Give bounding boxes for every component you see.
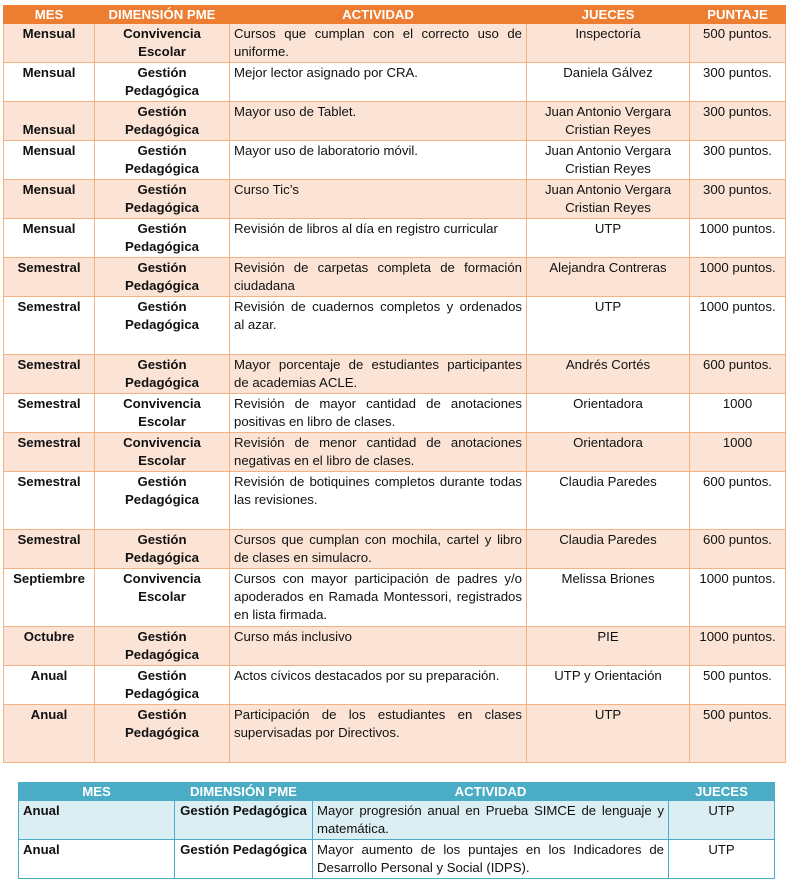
activity-cell [230,569,527,627]
mes-cell-text: Mensual [22,65,76,80]
mes-cell-text: Mensual [22,221,76,236]
judges-cell [527,627,690,666]
activity-cell [230,530,527,569]
dimension-cell-text: Gestión Pedagógica [124,299,200,332]
activity-cell [230,102,527,141]
judges-cell-text: UTP [708,842,735,857]
score-cell [690,705,786,763]
judges-cell [527,530,690,569]
dimension-cell-text: Convivencia Escolar [123,435,201,468]
judges-cell-text: Inspectoría [575,26,641,41]
mes-cell-text: Semestral [17,396,81,411]
table-row [4,141,786,180]
dimension-cell-text: Gestión Pedagógica [124,357,200,390]
dimension-cell [95,394,230,433]
judges-cell [527,433,690,472]
activity-cell [230,24,527,63]
activity-cell-text: Revisión de cuadernos completos y ordenados al azar. [234,299,522,332]
activity-cell-text: Mayor aumento de los puntajes en los Indicadores de Desarrollo Personal y Social (IDPS). [317,842,664,875]
dimension-cell-text: Gestión Pedagógica [124,668,200,701]
score-cell [690,569,786,627]
dimension-cell-text: Gestión Pedagógica [180,803,307,818]
score-cell [690,102,786,141]
activity-cell-text: Cursos que cumplan con el correcto uso de uniforme. [234,26,522,59]
score-cell [690,180,786,219]
dimension-cell-text: Gestión Pedagógica [124,182,200,215]
dimension-cell-text: Gestión Pedagógica [124,532,200,565]
table-row [4,180,786,219]
dimension-cell [95,666,230,705]
score-cell-text: 300 puntos. [703,182,772,197]
dimension-cell-text: Gestión Pedagógica [124,474,200,507]
score-cell-text: 1000 puntos. [699,299,776,314]
judges-cell-text: UTP [594,707,622,722]
mes-cell-text: Anual [23,803,60,818]
activity-cell-text: Revisión de libros al día en registro curricular [234,221,498,236]
table-row [4,63,786,102]
mes-cell [4,141,95,180]
mes-cell-text: Semestral [17,260,81,275]
judges-cell [527,258,690,297]
score-cell-text: 600 puntos. [703,357,772,372]
activity-cell [230,141,527,180]
score-cell [690,627,786,666]
judges-cell-text: UTP y Orientación [554,668,662,683]
activity-cell-text: Revisión de botiquines completos durante todas las revisiones. [234,474,522,507]
judges-cell [527,141,690,180]
activity-cell [230,394,527,433]
dimension-cell [95,63,230,102]
score-cell-text: 300 puntos. [703,143,772,158]
judges-cell-text: Orientadora [573,396,643,411]
dimension-cell-text: Gestión Pedagógica [124,221,200,254]
dimension-cell [95,355,230,394]
mes-cell-text: Mensual [22,143,76,158]
table-row [19,801,775,840]
dimension-cell [175,840,313,879]
dimension-cell [95,219,230,258]
dimension-cell-text: Gestión Pedagógica [124,104,200,137]
mes-cell-text: Semestral [17,474,81,489]
dimension-cell [95,472,230,530]
score-cell [690,297,786,355]
judges-cell-text: Daniela Gálvez [563,65,653,80]
mes-cell [4,24,95,63]
judges-cell-text: PIE [597,629,619,644]
score-cell-text: 300 puntos. [703,104,772,119]
activity-cell [230,63,527,102]
score-cell-text: 600 puntos. [703,474,772,489]
judges-cell [527,569,690,627]
dimension-cell-text: Convivencia Escolar [123,396,201,429]
mes-cell [4,666,95,705]
activity-cell-text: Curso más inclusivo [234,629,352,644]
mes-cell [4,569,95,627]
mes-cell-text: Octubre [23,629,75,644]
activity-cell [230,472,527,530]
header-mes: MES [19,783,175,801]
header-actividad: ACTIVIDAD [230,6,527,24]
judges-cell [527,180,690,219]
activity-cell [230,355,527,394]
mes-cell [4,297,95,355]
score-cell-text: 600 puntos. [703,532,772,547]
score-cell-text: 300 puntos. [703,65,772,80]
dimension-cell-text: Gestión Pedagógica [124,629,200,662]
mes-cell [19,801,175,840]
mes-cell [4,180,95,219]
mes-cell-text: Mensual [22,182,76,197]
table-row [4,666,786,705]
activity-cell-text: Actos cívicos destacados por su preparación. [234,668,500,683]
mes-cell [4,530,95,569]
activity-cell [313,801,669,840]
dimension-cell-text: Gestión Pedagógica [180,842,307,857]
activity-cell-text: Cursos con mayor participación de padres y/o apoderados en Ramada Montessori, registrados en lista firmada. [234,571,522,622]
activity-cell-text: Revisión de carpetas completa de formación ciudadana [234,260,522,293]
judges-cell [527,219,690,258]
dimension-cell [95,297,230,355]
score-cell [690,219,786,258]
table-row [4,705,786,763]
header-jueces: JUECES [669,783,775,801]
score-cell-text: 1000 puntos. [699,571,776,586]
mes-cell-text: Anual [30,707,68,722]
activity-cell-text: Mejor lector asignado por CRA. [234,65,418,80]
activity-cell [230,666,527,705]
dimension-cell-text: Convivencia Escolar [123,26,201,59]
mes-cell [4,433,95,472]
score-cell [690,666,786,705]
table-header-row [19,783,775,801]
activity-cell-text: Mayor uso de laboratorio móvil. [234,143,418,158]
score-cell [690,433,786,472]
judges-cell-text: Orientadora [573,435,643,450]
activity-cell [313,840,669,879]
score-cell [690,141,786,180]
score-cell-text: 500 puntos. [703,668,772,683]
activity-cell [230,219,527,258]
mes-cell-text: Anual [23,842,60,857]
judges-cell [527,472,690,530]
dimension-cell [95,24,230,63]
dimension-cell-text: Gestión Pedagógica [124,707,200,740]
mes-cell [4,102,95,141]
dimension-cell [95,569,230,627]
judges-cell [527,355,690,394]
mes-cell-text: Semestral [17,435,81,450]
judges-cell [527,297,690,355]
score-cell-text: 1000 [722,435,753,450]
score-cell [690,530,786,569]
score-cell-text: 500 puntos. [703,26,772,41]
dimension-cell [95,180,230,219]
judges-cell-text: UTP [708,803,735,818]
activity-cell-text: Cursos que cumplan con mochila, cartel y libro de clases en simulacro. [234,532,522,565]
dimension-cell [95,530,230,569]
mes-cell [4,705,95,763]
table-row [4,569,786,627]
table-row [4,530,786,569]
score-cell-text: 1000 puntos. [699,260,776,275]
score-cell-text: 1000 [722,396,753,411]
activity-cell [230,297,527,355]
table-row [4,297,786,355]
score-cell-text: 500 puntos. [703,707,772,722]
dimension-cell [95,141,230,180]
score-cell [690,63,786,102]
dimension-cell-text: Convivencia Escolar [123,571,201,604]
judges-cell-text: Claudia Paredes [559,532,657,547]
score-cell-text: 1000 puntos. [699,629,776,644]
dimension-cell [95,433,230,472]
mes-cell [4,219,95,258]
mes-cell [4,394,95,433]
activity-cell [230,705,527,763]
activity-cell [230,258,527,297]
score-cell-text: 1000 puntos. [699,221,776,236]
dimension-cell-text: Gestión Pedagógica [124,143,200,176]
table-row [4,24,786,63]
activity-cell-text: Mayor porcentaje de estudiantes participantes de academias ACLE. [234,357,522,390]
mes-cell-text: Semestral [17,299,81,314]
mes-cell-text: Semestral [17,532,81,547]
table-row [4,258,786,297]
annual-activities-table [18,782,775,879]
judges-cell [527,394,690,433]
judges-cell-text: Juan Antonio Vergara Cristian Reyes [544,104,672,137]
activity-cell-text: Participación de los estudiantes en clases supervisadas por Directivos. [234,707,522,740]
score-cell [690,24,786,63]
mes-cell [4,258,95,297]
mes-cell-text: Semestral [17,357,81,372]
mes-cell [4,627,95,666]
header-dimension: DIMENSIÓN PME [95,6,230,24]
activity-cell [230,433,527,472]
judges-cell-text: Juan Antonio Vergara Cristian Reyes [544,143,672,176]
judges-cell [669,801,775,840]
judges-cell [527,63,690,102]
judges-cell-text: Juan Antonio Vergara Cristian Reyes [544,182,672,215]
activity-cell-text: Revisión de menor cantidad de anotaciones negativas en el libro de clases. [234,435,522,468]
table-row [4,102,786,141]
mes-cell-text: Mensual [22,26,76,41]
dimension-cell-text: Gestión Pedagógica [124,65,200,98]
dimension-cell [95,102,230,141]
header-actividad: ACTIVIDAD [313,783,669,801]
dimension-cell [95,258,230,297]
table-row [4,394,786,433]
judges-cell-text: Claudia Paredes [559,474,657,489]
table-row [4,355,786,394]
table-row [4,433,786,472]
dimension-cell [95,627,230,666]
dimension-cell [175,801,313,840]
mes-cell [19,840,175,879]
score-cell [690,472,786,530]
table-row [4,219,786,258]
mes-cell-text: Anual [30,668,68,683]
judges-cell [527,102,690,141]
header-dimension: DIMENSIÓN PME [175,783,313,801]
activity-cell [230,180,527,219]
judges-cell [527,24,690,63]
judges-cell-text: Melissa Briones [561,571,655,586]
activity-cell-text: Revisión de mayor cantidad de anotaciones positivas en libro de clases. [234,396,522,429]
mes-cell [4,63,95,102]
dimension-cell-text: Gestión Pedagógica [124,260,200,293]
mes-cell [4,472,95,530]
activities-table [3,5,786,763]
table-row [19,840,775,879]
judges-cell-text: UTP [594,221,622,236]
mes-cell-text: Mensual [22,122,76,137]
table-row [4,627,786,666]
activity-cell-text: Mayor progresión anual en Prueba SIMCE de lenguaje y matemática. [317,803,664,836]
dimension-cell [95,705,230,763]
mes-cell [4,355,95,394]
header-jueces: JUECES [527,6,690,24]
mes-cell-text: Septiembre [13,571,85,586]
judges-cell [527,666,690,705]
judges-cell-text: Alejandra Contreras [549,260,667,275]
score-cell [690,394,786,433]
table-row [4,472,786,530]
table-header-row [4,6,786,24]
judges-cell [669,840,775,879]
judges-cell [527,705,690,763]
judges-cell-text: Andrés Cortés [565,357,651,372]
activity-cell-text: Curso Tic’s [234,182,299,197]
header-puntaje: PUNTAJE [690,6,786,24]
activity-cell-text: Mayor uso de Tablet. [234,104,357,119]
activity-cell [230,627,527,666]
header-mes: MES [4,6,95,24]
score-cell [690,258,786,297]
score-cell [690,355,786,394]
judges-cell-text: UTP [594,299,622,314]
